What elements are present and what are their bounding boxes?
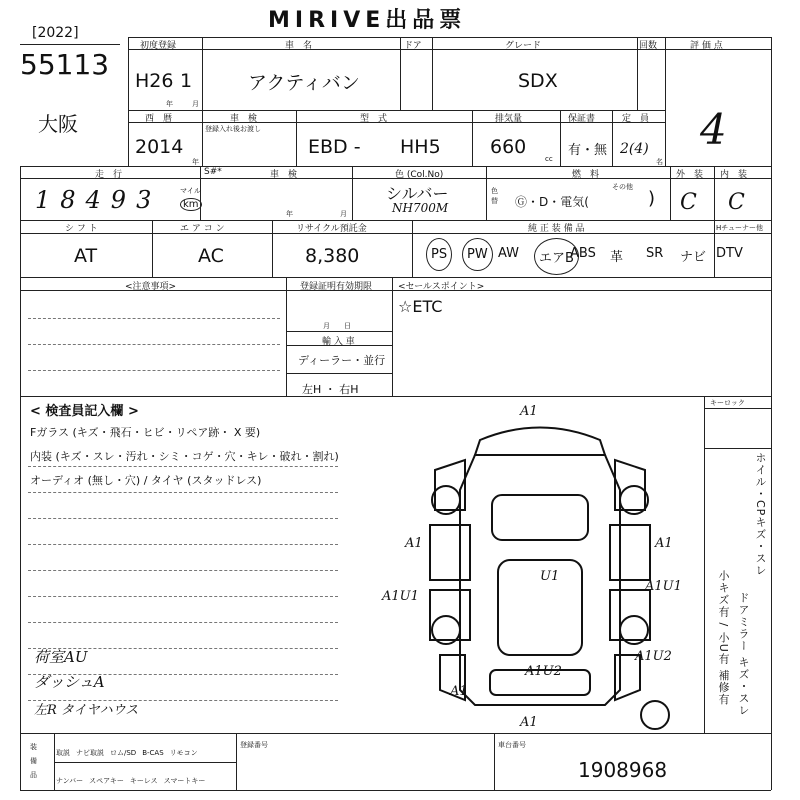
handwritten-note-2: ダッシュA — [34, 673, 105, 691]
displacement-label: 排気量 — [495, 114, 523, 124]
shaken-year-mark: 年 — [286, 210, 293, 218]
color-label: 色 (Col.No) — [395, 170, 444, 180]
key-lock-label: キーロック — [710, 399, 745, 407]
mileage-unit-km: km — [180, 198, 202, 211]
displacement-value: 660 — [490, 136, 527, 158]
notes-label: <注意事項> — [125, 282, 177, 292]
sales-point-label: <セールスポイント> — [398, 282, 485, 292]
color-code: NH700M — [392, 201, 449, 215]
import-handle: 左H ・ 右H — [302, 383, 359, 396]
model-label: 型 式 — [360, 114, 388, 124]
exterior-label: 外 装 — [676, 170, 704, 180]
month-day-label: 月 日 — [323, 322, 351, 330]
color-change-label: 色替 — [491, 187, 498, 205]
grade-value: SDX — [518, 70, 558, 92]
damage-mark: A1U1 — [382, 589, 419, 604]
footer-items — [56, 740, 236, 759]
equipment-item: PW — [462, 238, 493, 271]
car-name-value: アクティバン — [248, 72, 360, 94]
mileage-unit-mile: マイル — [180, 187, 201, 195]
color-value: シルバー — [386, 184, 449, 203]
door-label: ドア — [404, 41, 422, 51]
score-label: 評 価 点 — [690, 41, 723, 51]
aircon-label: エ ア コ ン — [180, 224, 225, 234]
fuel-value: Ⓖ・D・電気( — [515, 195, 589, 209]
equipment-list — [420, 238, 770, 274]
accessory-item: リモコン — [169, 749, 198, 757]
import-dealer: ディーラー・並行 — [298, 354, 386, 367]
warranty-value: 有・無 — [568, 143, 608, 158]
accessory-item: キーレス — [129, 777, 158, 785]
sales-point-value: ☆ETC — [398, 297, 443, 316]
interior-grade: C — [728, 190, 745, 215]
warranty-label: 保証書 — [568, 114, 596, 124]
equipment-item: 革 — [610, 250, 624, 265]
side-note-1: ホイル・CPキズ・スレ — [754, 452, 767, 577]
equipment-item: DTV — [716, 246, 743, 261]
handwritten-note-3: 左R タイヤハウス — [34, 703, 139, 718]
seireki-label: 西 暦 — [145, 114, 173, 124]
accessory-item: B-CAS — [142, 749, 164, 757]
model-prefix: EBD - — [308, 136, 361, 158]
year-unit: 年 — [192, 158, 199, 166]
chassis-no-value: 1908968 — [578, 758, 668, 782]
damage-mark: A1U1 — [645, 579, 682, 594]
shift-label: シ フ ト — [65, 224, 98, 234]
grade-label: グレード — [505, 41, 542, 51]
tsuki-mark: 月 — [192, 100, 199, 108]
document-title: MIRIVE出品票 — [268, 8, 467, 33]
equipment-item: ABS — [570, 246, 596, 261]
inspector-line-1: Fガラス (キズ・飛石・ヒビ・リペア跡・ X 要) — [30, 426, 261, 439]
interior-label: 内 装 — [720, 170, 748, 180]
exterior-grade: C — [680, 190, 697, 215]
kaisu-label: 回数 — [639, 41, 658, 51]
reg-expiry-label: 登録証明有効期限 — [300, 282, 373, 292]
side-note-3: 小キズ有 / 小U有 補修有 — [717, 570, 730, 706]
damage-mark: A1 — [520, 404, 538, 419]
fuel-close: ) — [648, 188, 656, 209]
s-mark-label: S#* — [204, 167, 222, 177]
inspector-line-3: オーディオ (無し・穴) / タイヤ (スタッドレス) — [30, 474, 262, 487]
equipment-item: ナビ — [680, 250, 707, 265]
equipment-label: 純 正 装 備 品 — [528, 224, 585, 234]
nen-mark: 年 — [166, 100, 173, 108]
handwritten-note-1: 荷室AU — [34, 648, 88, 666]
damage-mark: A1 — [450, 684, 468, 699]
recycle-label: リサイクル預託金 — [296, 224, 367, 234]
import-label: 輸 入 車 — [322, 337, 355, 347]
inspector-label: < 検査員記入欄 > — [30, 404, 139, 419]
fuel-other-label: その他 — [612, 183, 633, 191]
capacity-label: 定 員 — [622, 114, 650, 124]
cc-unit: cc — [545, 155, 553, 163]
aircon-value: AC — [198, 245, 224, 267]
damage-mark: U1 — [540, 569, 560, 584]
first-reg-label: 初度登録 — [140, 41, 177, 51]
side-note-2: ドアミラー キズ・スレ — [737, 592, 750, 717]
capacity-unit: 名 — [656, 158, 663, 166]
shaken-month-mark: 月 — [340, 210, 347, 218]
accessory-item: スマートキー — [163, 777, 206, 785]
equipment-item: エアB — [534, 238, 579, 275]
shaken-note: 登録入れ後お渡し — [205, 125, 261, 133]
capacity-value: 2(4) — [620, 141, 649, 157]
damage-mark: A1 — [520, 715, 538, 730]
mileage-label: 走 行 — [95, 170, 123, 180]
fuel-label: 燃 料 — [572, 170, 600, 180]
car-damage-diagram — [380, 400, 700, 730]
first-reg-month: 1 — [180, 70, 193, 92]
accessory-item: スペアキー — [89, 777, 124, 785]
model-year: 2014 — [135, 136, 184, 158]
mileage-value: 18493 — [35, 186, 162, 214]
nav-tuner-label: Hチューナー他 — [716, 224, 764, 232]
footer-items-2 — [56, 768, 236, 787]
venue-name: 大阪 — [38, 112, 78, 136]
damage-mark: A1U2 — [525, 664, 562, 679]
damage-mark: A1 — [405, 536, 423, 551]
score-value: 4 — [700, 105, 727, 154]
car-name-label: 車 名 — [285, 41, 313, 51]
lot-number: 55113 — [20, 48, 110, 81]
damage-mark: A1U2 — [635, 649, 672, 664]
year-tag: [2022] — [32, 25, 79, 41]
chassis-no-label: 車台番号 — [498, 741, 526, 749]
inspector-line-2: 内装 (キズ・スレ・汚れ・シミ・コゲ・穴・キレ・破れ・割れ) — [30, 450, 339, 463]
equipment-item: PS — [426, 238, 452, 271]
accessory-item: 取説 — [56, 749, 70, 757]
damage-mark: A1 — [655, 536, 673, 551]
reg-no-label: 登録番号 — [240, 741, 268, 749]
shaken2-label: 車 検 — [270, 170, 298, 180]
recycle-value: 8,380 — [305, 245, 360, 267]
shift-value: AT — [74, 245, 98, 267]
model-code: HH5 — [400, 136, 441, 158]
equipment-item: AW — [498, 246, 520, 261]
accessory-label: 装備品 — [30, 743, 37, 779]
accessory-item: ナビ取説 — [76, 749, 104, 757]
accessory-item: ロム/SD — [110, 749, 137, 757]
shaken-label: 車 検 — [230, 114, 258, 124]
accessory-item: ナンバー — [56, 777, 84, 785]
equipment-item: SR — [646, 246, 664, 261]
first-reg-era: H26 — [135, 70, 174, 92]
